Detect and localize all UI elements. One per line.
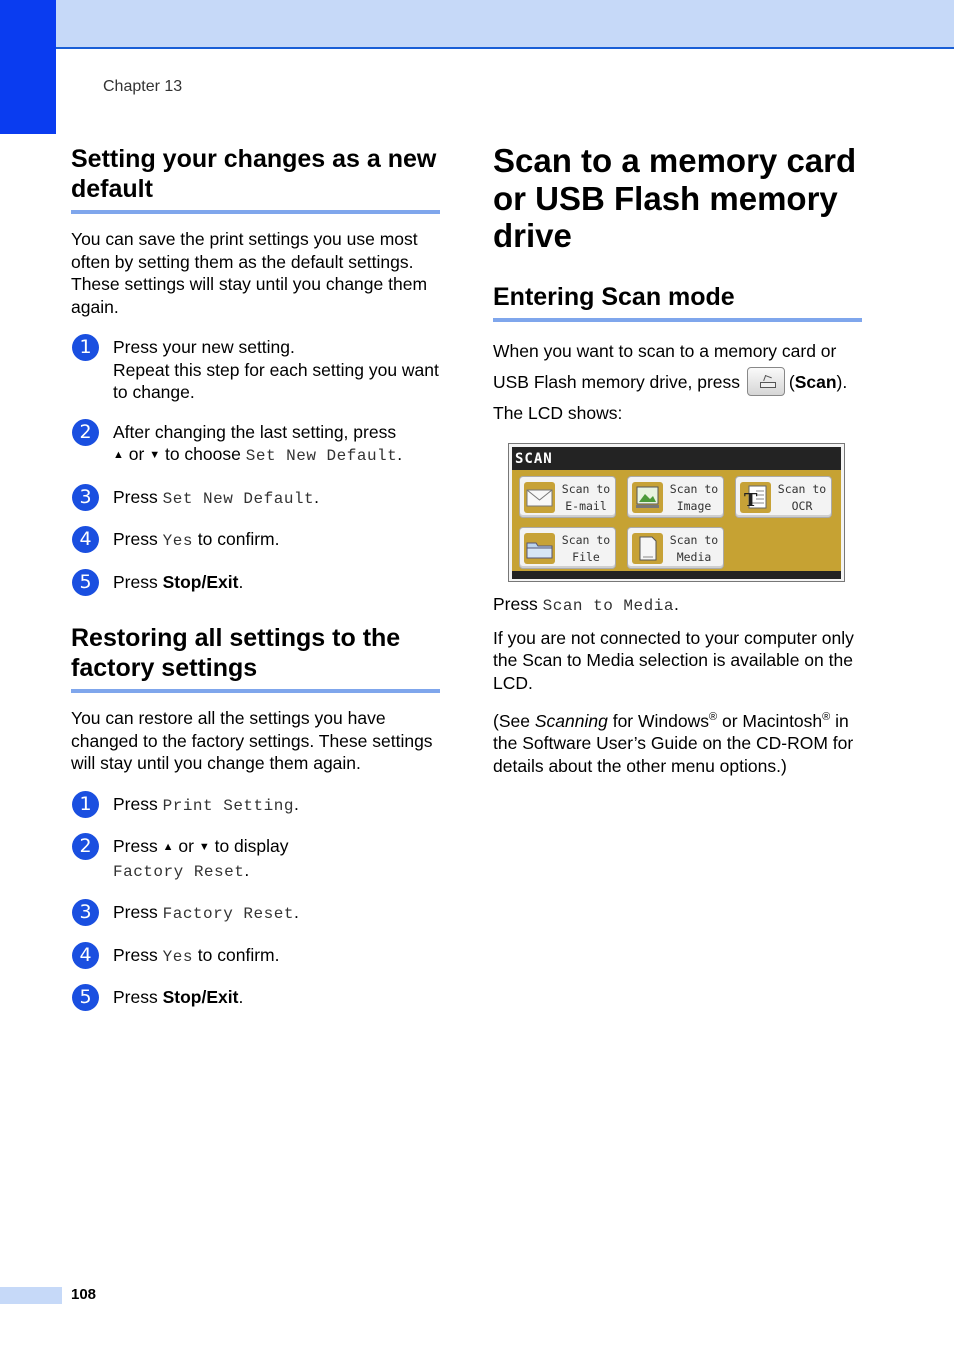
step-text: Repeat this step for each setting you want to change. (113, 359, 439, 402)
header-band (0, 0, 954, 49)
envelope-icon (524, 482, 555, 513)
lcd-shows-text: The LCD shows: (493, 402, 623, 423)
up-arrow-icon: ▲ (162, 841, 174, 853)
step-number: 2 (72, 419, 99, 446)
chapter-section-title: Scan to a memory card or USB Flash memory drive (493, 142, 857, 254)
step-number: 4 (72, 526, 99, 553)
step-text: After changing the last setting, press (113, 421, 397, 442)
punct: . (238, 571, 244, 592)
section-title-new-default: Setting your changes as a new default (71, 144, 440, 214)
chapter-tab (0, 0, 56, 134)
lcd-option: Yes (162, 532, 193, 550)
see-scanning-note (493, 706, 862, 777)
punct: . (397, 444, 403, 464)
punct: . (238, 987, 244, 1007)
down-arrow-icon: ▼ (149, 449, 161, 461)
lcd-button-label: Media (676, 550, 712, 564)
section-title-scan-mode: Entering Scan mode (493, 282, 862, 322)
lcd-option: Scan to Media (542, 597, 674, 615)
step-4 (71, 528, 440, 553)
body-text: or Macintosh (721, 710, 823, 731)
registered-mark: ® (822, 711, 831, 723)
lcd-button-label: Image (676, 499, 712, 513)
step-number: 5 (72, 569, 99, 596)
step-1 (71, 336, 440, 404)
page-number: 108 (71, 1286, 97, 1303)
step-number: 3 (72, 484, 99, 511)
step-text: Press (113, 486, 158, 507)
lcd-button-label: Scan to (777, 482, 827, 496)
step-text: to confirm. (197, 944, 280, 965)
step-5 (71, 571, 440, 594)
step-text: to display (214, 836, 289, 856)
punct: . (293, 793, 299, 814)
punct: . (673, 594, 679, 614)
step-3 (71, 486, 440, 511)
lcd-title-bar (512, 447, 841, 470)
lcd-button-scan-to-ocr[interactable] (735, 476, 832, 518)
guide-reference: Scanning (534, 710, 608, 731)
step-number: 1 (72, 791, 99, 818)
chapter-label: Chapter 13 (103, 78, 183, 95)
ocr-icon (740, 482, 771, 513)
body-text: When you want to scan to a memory card or USB Flash memory drive, press (493, 340, 837, 392)
footer-band (0, 1287, 62, 1304)
lcd-button-label: Scan to (561, 482, 611, 496)
scan-key-icon (747, 367, 785, 396)
step-number: 2 (72, 833, 99, 860)
step-text: Press (113, 987, 158, 1007)
step-number: 4 (72, 942, 99, 969)
key-name: Scan (794, 371, 837, 392)
step-text: Press (113, 836, 158, 856)
step-text: or (128, 444, 145, 464)
punct: . (244, 859, 250, 880)
registered-mark: ® (708, 711, 718, 723)
step-4 (71, 944, 440, 969)
step-number: 5 (72, 984, 99, 1011)
media-icon (632, 533, 663, 564)
punct: . (293, 902, 299, 922)
up-arrow-icon: ▲ (113, 449, 124, 461)
lcd-button-scan-to-file[interactable] (519, 527, 616, 569)
step-number: 3 (72, 899, 99, 926)
step-text: to confirm. (197, 529, 280, 549)
lcd-button-label: Scan to (669, 533, 719, 547)
lcd-button-label: OCR (791, 499, 813, 513)
folder-icon (524, 533, 555, 564)
step-2 (71, 421, 440, 468)
lcd-button-label: E-mail (565, 499, 607, 513)
lcd-title: SCAN (515, 451, 553, 467)
lcd-button-scan-to-email[interactable] (519, 476, 616, 518)
step-3 (71, 901, 440, 926)
press-scan-to-media (493, 593, 862, 618)
lcd-screen (508, 443, 845, 582)
image-icon (632, 482, 663, 513)
lcd-button-label: Scan to (669, 482, 719, 496)
key-name: Stop/Exit (162, 987, 239, 1007)
step-1 (71, 793, 440, 818)
body-text: for Windows (612, 710, 709, 731)
lcd-option: Print Setting (162, 796, 294, 815)
lcd-option: Set New Default (245, 447, 398, 465)
section-intro: You can save the print settings you use most often by setting them as the default settings. These settings will stay until you change them again. (71, 229, 428, 317)
down-arrow-icon: ▼ (198, 841, 210, 853)
lcd-button-scan-to-image[interactable] (627, 476, 724, 518)
step-number: 1 (72, 334, 99, 361)
scan-instruction: When you want to scan to a memory card or USB Flash memory drive, press (Scan). (493, 336, 862, 398)
section-intro: You can restore all the settings you have changed to the factory settings. These settings will stay until you change them again. (71, 708, 433, 773)
step-text: Press your new setting. (113, 337, 295, 357)
section-title-factory-reset: Restoring all settings to the factory settings (71, 623, 440, 693)
step-text: or (178, 836, 194, 856)
step-text: Press (113, 944, 158, 965)
step-text: Press (113, 571, 158, 592)
body-text: in the Software User’s Guide on the CD-ROM for details about the other menu options.) (493, 710, 854, 776)
lcd-option: Yes (162, 947, 193, 966)
svg-text:T: T (744, 490, 758, 511)
lcd-display (512, 447, 841, 579)
lcd-bottom-bar (512, 571, 841, 579)
left-column (71, 144, 440, 1009)
step-5 (71, 986, 440, 1009)
step-text: to choose (164, 444, 241, 464)
not-connected-note: If you are not connected to your computer only the Scan to Media selection is available on the LCD. (493, 627, 854, 693)
key-name: Stop/Exit (162, 571, 239, 592)
lcd-button-scan-to-media[interactable] (627, 527, 724, 569)
lcd-option: Factory Reset (162, 905, 294, 923)
step-text: Press (113, 529, 158, 549)
punct: . (314, 486, 320, 507)
body-text: Press (493, 594, 538, 614)
lcd-option: Set New Default (162, 489, 315, 508)
step-2 (71, 835, 440, 883)
step-text: Press (113, 902, 158, 922)
lcd-option: Factory Reset (113, 862, 245, 881)
body-text: (See (493, 710, 530, 731)
lcd-button-label: Scan to (561, 533, 611, 547)
step-text: Press (113, 793, 158, 814)
lcd-button-label: File (572, 550, 600, 564)
right-column (493, 142, 862, 777)
